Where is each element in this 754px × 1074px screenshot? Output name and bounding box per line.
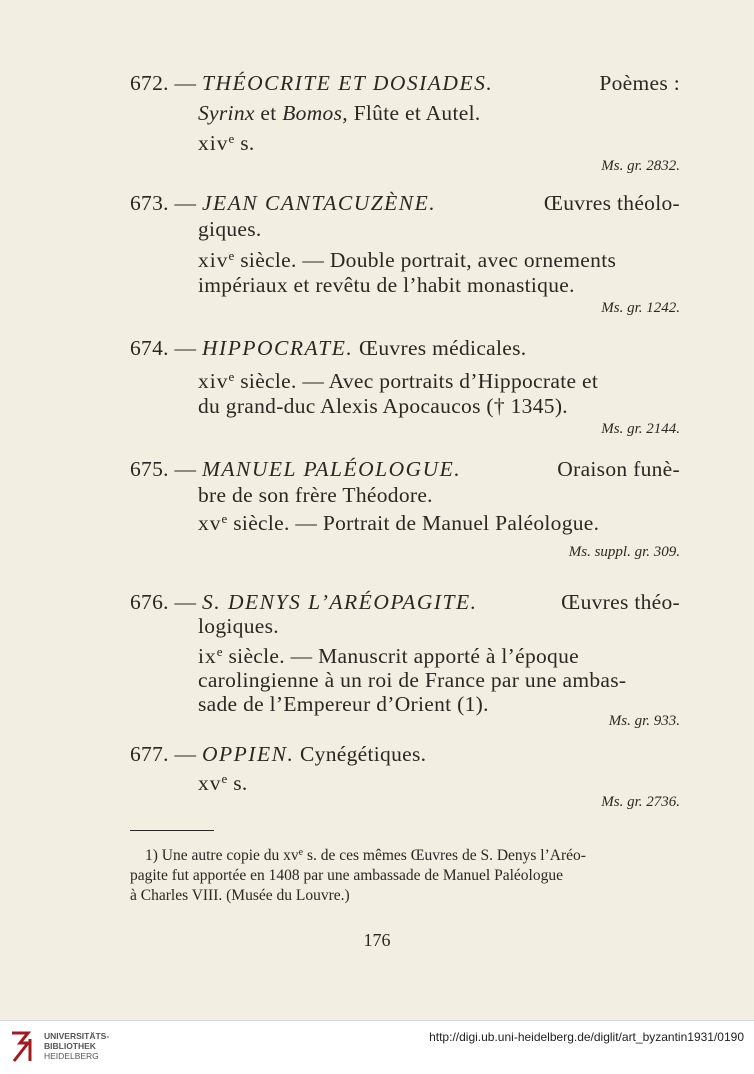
viewer-footer [0, 1020, 754, 1074]
entry-675-line2: bre de son frère Théodore. [198, 483, 433, 507]
entry-672-line2: Syrinx et Bomos, Flûte et Autel. [198, 101, 481, 125]
entry-677-line1: 677. — OPPIEN. Cynégétiques. [130, 742, 427, 766]
entry-672-line1: 672. — THÉOCRITE ET DOSIADES. Poèmes : [130, 71, 680, 95]
entry-672-title: THÉOCRITE ET DOSIADES. [202, 71, 494, 95]
entry-673-desc1: xiv$^e$ siècle. — Double portrait, avec ornements [198, 248, 617, 272]
footnote-line1: 1) Une autre copie du $xv^e$ s. de ces mêmes Œuvres de S. Denys l’Aréo- [145, 847, 586, 864]
footnote-line3: à Charles VIII. (Musée du Louvre.) [130, 887, 350, 904]
entry-677-century: $xv^e$ s. [198, 771, 248, 795]
entry-675-desc1: $xv^e$ siècle. — Portrait de Manuel Paléologue. [198, 511, 600, 535]
entry-674-line1: 674. — HIPPOCRATE. Œuvres médicales. [130, 336, 527, 360]
entry-675-line1: 675. — MANUEL PALÉOLOGUE. Oraison funè- [130, 457, 680, 481]
university-library-logo-icon[interactable] [8, 1029, 38, 1065]
entry-676-desc2: carolingienne à un roi de France par une ambas- [198, 668, 627, 692]
entry-677-title: OPPIEN. [202, 742, 295, 766]
entry-675-title: MANUEL PALÉOLOGUE. [202, 457, 462, 481]
entry-676-ref: Ms. gr. 933. [608, 713, 680, 729]
entry-674-title: HIPPOCRATE. [202, 336, 354, 360]
page-number: 176 [363, 930, 391, 950]
entry-672-ref: Ms. gr. 2832. [601, 158, 680, 174]
footnote-line2: pagite fut apportée en 1408 par une ambassade de Manuel Paléologue [130, 867, 563, 884]
entry-676-title: S. DENYS L’ARÉOPAGITE. [202, 590, 478, 614]
entry-674-ref: Ms. gr. 2144. [601, 421, 680, 437]
entry-672-century: xiv$^e$ s. [198, 131, 255, 155]
entry-673-desc2: impériaux et revêtu de l’habit monastique. [198, 273, 575, 297]
entry-673-title: JEAN CANTACUZÈNE. [202, 191, 437, 215]
entry-676-line2: logiques. [198, 614, 279, 638]
entry-675-ref: Ms. suppl. gr. 309. [568, 544, 680, 560]
entry-674-desc2: du grand-duc Alexis Apocaucos († 1345). [198, 394, 568, 418]
entry-673-line2: giques. [198, 217, 262, 241]
library-name: UNIVERSITÄTS- BIBLIOTHEK HEIDELBERG [44, 1031, 110, 1061]
entry-673-ref: Ms. gr. 1242. [601, 300, 680, 316]
entry-676-line1: 676. — S. DENYS L’ARÉOPAGITE. Œuvres théo- [130, 590, 680, 614]
entry-676-desc3: sade de l’Empereur d’Orient (1). [198, 692, 489, 716]
entry-676-desc1: $ix^e$ siècle. — Manuscrit apporté à l’époque [198, 644, 579, 668]
entry-674-desc1: xiv$^e$ siècle. — Avec portraits d’Hippocrate et [198, 369, 599, 393]
entry-673-line1: 673. — JEAN CANTACUZÈNE. Œuvres théolo- [130, 191, 680, 215]
footnote-separator [130, 830, 214, 831]
entry-677-ref: Ms. gr. 2736. [601, 794, 680, 810]
permalink-url[interactable]: http://digi.ub.uni-heidelberg.de/diglit/art_byzantin1931/0190 [429, 1030, 744, 1044]
